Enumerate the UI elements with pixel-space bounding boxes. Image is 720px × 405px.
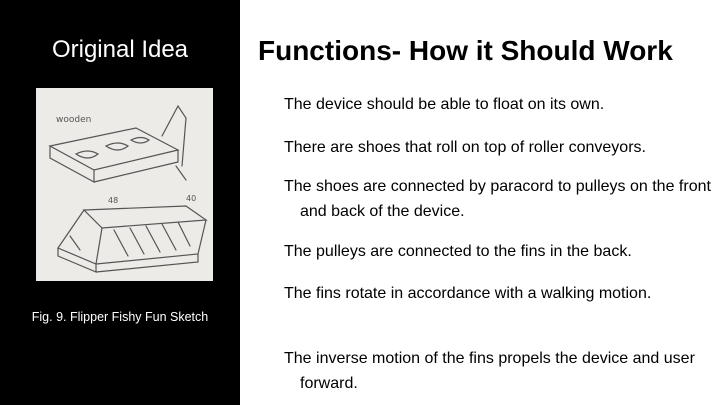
figure-caption: Fig. 9. Flipper Fishy Fun Sketch	[31, 310, 209, 324]
sketch-label-40: 40	[186, 194, 197, 203]
left-panel	[0, 0, 240, 405]
sketch-image	[36, 88, 213, 281]
bullet-inverse-motion: The inverse motion of the fins propels the device and user forward.	[284, 350, 695, 392]
sketch-label-48: 48	[108, 196, 119, 205]
slide-title: Functions- How it Should Work	[258, 35, 673, 66]
bullet-fins-rotate: The fins rotate in accordance with a walking motion.	[284, 285, 652, 302]
bullet-pulleys: The pulleys are connected to the fins in the back.	[284, 243, 632, 260]
left-panel-title: Original Idea	[51, 36, 189, 63]
sketch-label-wooden: wooden	[56, 115, 92, 125]
bullet-shoes-roll: There are shoes that roll on top of roller conveyors.	[284, 139, 646, 156]
bullet-float: The device should be able to float on its own.	[284, 96, 605, 113]
bullet-paracord: The shoes are connected by paracord to pulleys on the front and back of the device.	[284, 178, 711, 220]
